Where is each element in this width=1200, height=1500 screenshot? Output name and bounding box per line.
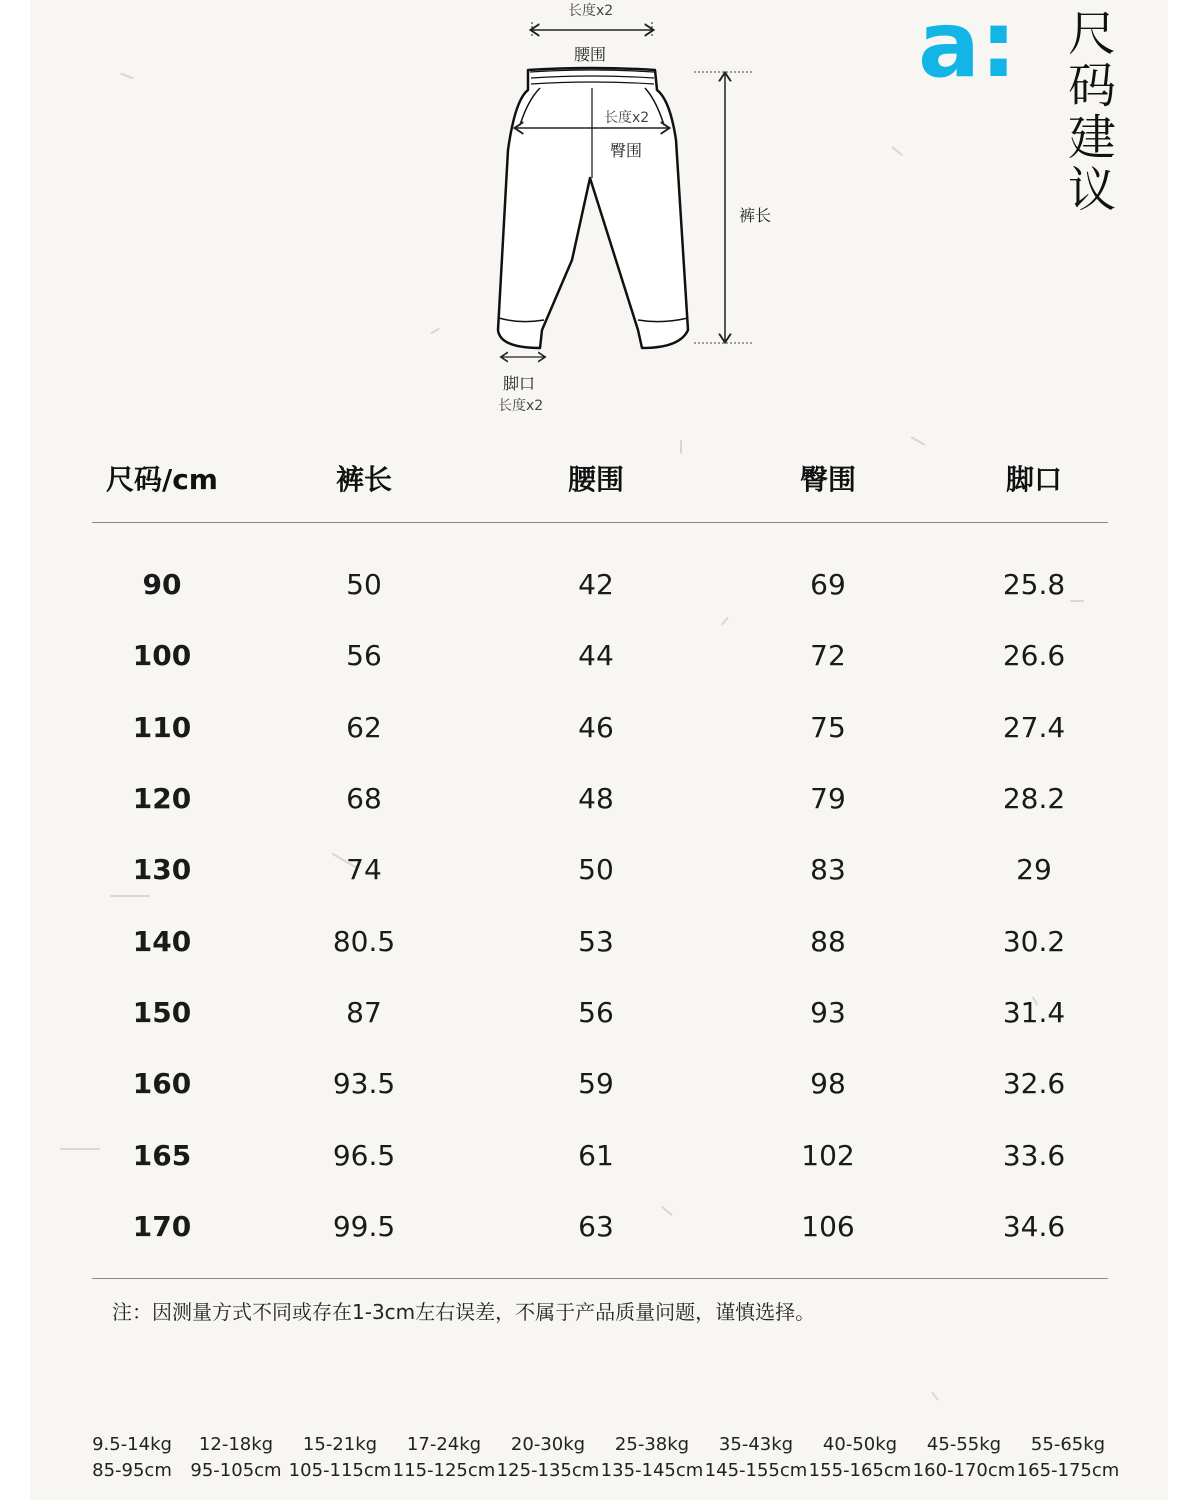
weight-height-item: [704, 1432, 808, 1484]
weight-height-item: [1016, 1432, 1120, 1484]
weight-range: 55-65kg: [1030, 1434, 1106, 1455]
table-row: [92, 549, 1108, 620]
hip-label: 臀围: [610, 141, 643, 160]
cell-cuff: 29: [1016, 853, 1052, 887]
cell-waist: 53: [578, 924, 614, 958]
weight-range: 35-43kg: [718, 1434, 794, 1455]
cell-hip: 88: [810, 924, 846, 958]
table-row: [92, 1191, 1108, 1262]
cell-length: 96.5: [332, 1138, 396, 1172]
cell-length: 56: [346, 639, 382, 673]
cell-cuff: 33.6: [1002, 1138, 1066, 1172]
cell-cuff: 30.2: [1002, 924, 1066, 958]
table-row: [92, 763, 1108, 834]
cell-hip: 106: [801, 1209, 855, 1243]
title-char: 码: [1067, 58, 1116, 114]
cell-size: 165: [132, 1138, 192, 1172]
title-char: 尺: [1067, 6, 1116, 62]
hip-sub-label: 长度x2: [604, 110, 650, 126]
cell-size: 160: [132, 1067, 192, 1101]
cell-hip: 72: [810, 639, 846, 673]
height-range: 155-165cm: [808, 1460, 912, 1481]
cell-size: 130: [132, 853, 192, 887]
size-table: [92, 450, 1108, 1279]
weight-height-guide: [80, 1432, 1120, 1484]
cell-waist: 59: [578, 1067, 614, 1101]
header-size: 尺码/cm: [105, 463, 218, 496]
header-waist: 腰围: [567, 463, 624, 496]
cell-size: 150: [132, 995, 192, 1029]
weight-height-item: [184, 1432, 288, 1484]
height-range: 85-95cm: [92, 1460, 172, 1481]
brand-logo-text: a:: [918, 12, 1017, 92]
table-header: [92, 450, 1108, 506]
weight-range: 45-55kg: [926, 1434, 1002, 1455]
table-bottom-divider: [92, 1278, 1108, 1279]
header-cuff: 脚口: [1005, 463, 1062, 496]
title-char: 议: [1067, 162, 1116, 218]
cell-hip: 79: [810, 782, 846, 816]
header-hip: 臀围: [799, 463, 856, 496]
cell-hip: 102: [801, 1138, 855, 1172]
table-row: [92, 692, 1108, 763]
weight-height-item: [912, 1432, 1016, 1484]
cell-waist: 46: [578, 710, 614, 744]
cell-length: 62: [346, 710, 382, 744]
cell-waist: 48: [578, 782, 614, 816]
cell-cuff: 31.4: [1002, 995, 1066, 1029]
cell-length: 50: [346, 568, 382, 602]
waist-label: 腰围: [574, 45, 607, 64]
brand-logo: [918, 12, 1038, 92]
height-range: 95-105cm: [190, 1460, 282, 1481]
cell-cuff: 26.6: [1002, 639, 1066, 673]
cell-waist: 63: [578, 1209, 614, 1243]
height-range: 145-155cm: [704, 1460, 808, 1481]
weight-range: 15-21kg: [302, 1434, 378, 1455]
weight-height-item: [496, 1432, 600, 1484]
cell-hip: 75: [810, 710, 846, 744]
weight-range: 25-38kg: [614, 1434, 690, 1455]
table-row: [92, 1048, 1108, 1119]
cell-waist: 42: [578, 568, 614, 602]
cell-hip: 93: [810, 995, 846, 1029]
cell-cuff: 27.4: [1002, 710, 1066, 744]
cell-hip: 69: [810, 568, 846, 602]
weight-range: 9.5-14kg: [92, 1434, 172, 1455]
cuff-sub-label: 长度x2: [498, 398, 544, 414]
cell-waist: 50: [578, 853, 614, 887]
cell-cuff: 32.6: [1002, 1067, 1066, 1101]
cell-cuff: 25.8: [1002, 568, 1066, 602]
cell-cuff: 28.2: [1002, 782, 1066, 816]
cell-length: 68: [346, 782, 382, 816]
cell-hip: 83: [810, 853, 846, 887]
cell-length: 80.5: [332, 924, 396, 958]
weight-height-item: [288, 1432, 392, 1484]
cell-waist: 56: [578, 995, 614, 1029]
cell-size: 100: [132, 639, 192, 673]
cell-waist: 44: [578, 639, 614, 673]
cell-length: 93.5: [332, 1067, 396, 1101]
cuff-label: 脚口: [503, 374, 536, 393]
length-label: 裤长: [739, 206, 772, 225]
weight-height-item: [80, 1432, 184, 1484]
cell-length: 99.5: [332, 1209, 396, 1243]
weight-range: 12-18kg: [198, 1434, 274, 1455]
cell-size: 140: [132, 924, 192, 958]
table-row: [92, 977, 1108, 1048]
waist-sub-label: 长度x2: [568, 3, 614, 19]
title-char: 建: [1067, 110, 1116, 166]
cell-size: 170: [132, 1209, 192, 1243]
height-range: 135-145cm: [600, 1460, 704, 1481]
height-range: 105-115cm: [288, 1460, 392, 1481]
weight-range: 20-30kg: [510, 1434, 586, 1455]
weight-range: 40-50kg: [822, 1434, 898, 1455]
cell-cuff: 34.6: [1002, 1209, 1066, 1243]
cell-length: 74: [346, 853, 382, 887]
weight-height-item: [808, 1432, 912, 1484]
table-body: [92, 523, 1108, 1278]
table-row: [92, 620, 1108, 691]
table-row: [92, 1119, 1108, 1190]
cell-hip: 98: [810, 1067, 846, 1101]
weight-range: 17-24kg: [406, 1434, 482, 1455]
cell-size: 120: [132, 782, 192, 816]
cell-size: 90: [142, 568, 182, 602]
height-range: 115-125cm: [392, 1460, 496, 1481]
height-range: 165-175cm: [1016, 1460, 1120, 1481]
cell-length: 87: [346, 995, 382, 1029]
cell-waist: 61: [578, 1138, 614, 1172]
page-title: [1062, 8, 1122, 216]
height-range: 160-170cm: [912, 1460, 1016, 1481]
measurement-note: 注：因测量方式不同或存在1-3cm左右误差，不属于产品质量问题，谨慎选择。: [112, 1300, 816, 1324]
table-row: [92, 834, 1108, 905]
weight-height-item: [392, 1432, 496, 1484]
table-row: [92, 905, 1108, 976]
height-range: 125-135cm: [496, 1460, 600, 1481]
cell-size: 110: [132, 710, 192, 744]
header-length: 裤长: [335, 463, 392, 496]
weight-height-item: [600, 1432, 704, 1484]
